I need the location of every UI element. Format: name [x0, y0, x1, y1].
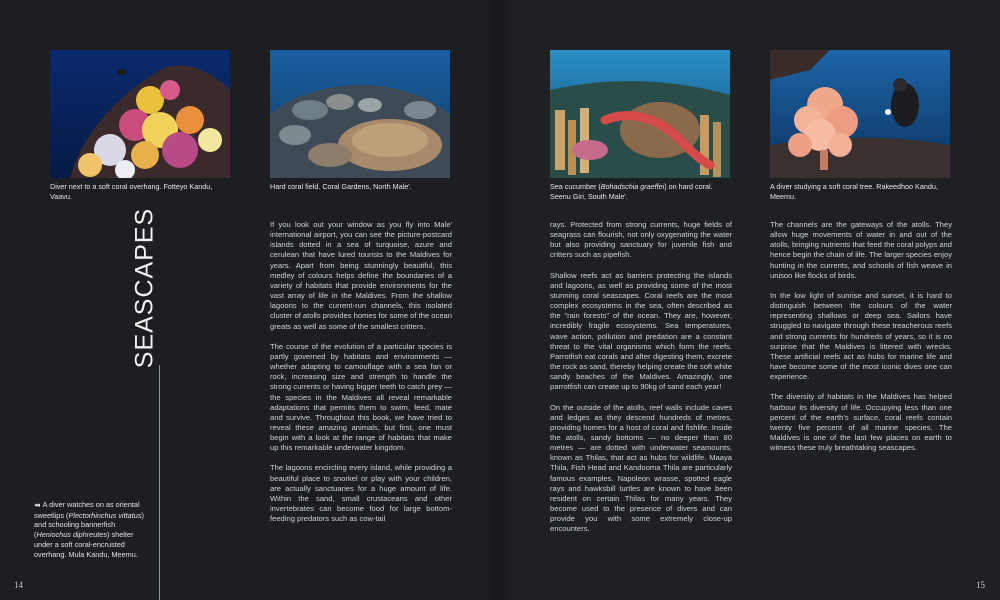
page-number-left: 14 — [14, 580, 23, 590]
hard-coral-field-image — [270, 50, 450, 178]
caption-3-post: ) on hard coral. — [664, 182, 713, 191]
text-column-3 — [770, 220, 952, 463]
caption-3-location: Seenu Giri, South Male'. — [550, 191, 628, 201]
text-column-1 — [270, 220, 452, 534]
photo-caption-2: Hard coral field. Coral Gardens, North Male'. — [270, 182, 412, 191]
paragraph: The course of the evolution of a particular species is partly governed by habitats and environments — whether adapting to camouflage with a sea fan or rock, increasing size and strength to handle the strong currents or having bigger teeth to catch prey — the species in the Maldives all reveal remarkable adaptations that permits them to swim, feed, mate and survive. Throughout this book, we have tried to reveal these amazing animals, but first, one must begin with a look at the range of habitats that make up this remarkable underwater kingdom. — [270, 341, 452, 453]
caption-3-species: Bohadschia graeffei — [600, 182, 665, 191]
side-caption-species-2: Heniochus diphreutes — [36, 530, 108, 540]
diver-soft-coral-tree-image — [770, 50, 950, 178]
paragraph: In the low light of sunrise and sunset, it is hard to distinguish between the colours of the water representing shallows or deep sea. Sailors have struggled to navigate through these treacherous reefs and strong currents for hundreds of years, so it is no surprise that the Maldives is littered with wrecks. These artificial reefs act as hubs for marine life and have become some of the most iconic dives one can experience. — [770, 290, 952, 382]
paragraph: If you look out your window as you fly into Male' international airport, you can see the picture-postcard islands dotted in a sea of turquoise, azure and cerulean that have lured tourists to the Maldives for years. Apart from being stunningly beautiful, this medley of colours helps define the boundaries of a variety of habitats that provide environments for the vast array of life in the Maldives. From the shallow lagoons to the current-run channels, this isolated cluster of atolls provides homes for some of the ocean greats as well as some of the smallest critters. — [270, 220, 452, 331]
paragraph: The lagoons encircling every island, while providing a beautiful place to snorkel or play with your children, are actually sanctuaries for a huge amount of life. Within the sand, small crustaceans and other invertebrates can become food for large bottom-feeding predators such as cow-tail — [270, 463, 452, 524]
paragraph: The channels are the gateways of the atolls. They allow huge movements of water in and out of the atolls, bringing nutrients that feed the coral polyps and hence begin the chain of life. The larger species enjoy hunting in the currents, and schools of fish weave in unison like flocks of birds. — [770, 220, 952, 280]
paragraph: Shallow reefs act as barriers protecting the islands and lagoons, as well as providing some of the most stunning coral seascapes. Coral reefs are the most complex ecosystems in the sea, often described as the "rain forests" of the ocean. They are, however, incredibly fragile ecosystems. Sea temperatures, wave action, pollution and predation are a constant threat to the vital organisms which form the reefs. Parrotfish eat corals and after digesting them, excrete the rock as sand, thereby helping create the soft white sandy beaches of the Maldives. Amazingly, one parrotfish can create up to 90kg of sand each year! — [550, 270, 732, 392]
paragraph: rays. Protected from strong currents, huge fields of seagrass can flourish, not only oxygenating the water but also providing sanctuary for juvenile fish and critters such as pipefish. — [550, 220, 732, 260]
page-number-right: 15 — [976, 580, 985, 590]
text-column-2 — [550, 220, 732, 545]
soft-coral-overhang-image — [50, 50, 230, 178]
section-title: SEASCAPES — [130, 207, 159, 369]
section-title-wrap — [130, 207, 160, 369]
side-caption — [34, 500, 154, 559]
paragraph: On the outside of the atolls, reef walls include caves and ledges as they descend hundreds of metres, providing homes for a host of coral and fishlife. Inside the atolls, sandy bottoms — no deeper than 80 metres — are dotted with underwater seamounts, known as Thilas, that act as hubs for wildlife. Maaya Thila, Fish Head and Kandooma Thila are particularly famous examples. Napoleon wrasse, spotted eagle rays and hawksbill turtles are known to have been resident on certain Thilas for many years. They become used to the presence of divers and can provide you with some extremely close-up encounters. — [550, 402, 732, 534]
side-caption-species-1: Plectorhinchus vittatus — [68, 510, 142, 520]
photo-caption-3 — [550, 182, 730, 201]
photo-soft-coral-overhang — [50, 50, 230, 178]
photo-caption-4: A diver studying a soft coral tree. Rakeedhoo Kandu, Meemu. — [770, 182, 938, 201]
caption-3-pre: Sea cucumber ( — [550, 182, 601, 191]
paragraph: The diversity of habitats in the Maldives has helped harbour its diversity of life. Occupying less than one percent of the earth's surface, coral reefs contain twenty five percent of all marine species. The Maldives is one of the last few places on earth to witness these truly breathtaking seascapes. — [770, 392, 952, 453]
side-caption-text-2: ) and schooling bannerfish ( — [34, 510, 144, 540]
double-arrow-left-icon: ◂◂ — [34, 502, 40, 509]
vertical-rule — [159, 365, 160, 600]
photo-caption-1: Diver next to a soft coral overhang. Fotteyo Kandu, Vaavu. — [50, 182, 213, 201]
photo-hard-coral-field — [270, 50, 450, 178]
side-caption-text-1: A diver watches on as oriental sweetlips ( — [34, 500, 140, 520]
photo-diver-soft-coral-tree — [770, 50, 950, 178]
sea-cucumber-image — [550, 50, 730, 178]
book-gutter — [486, 0, 514, 600]
side-caption-text-3: ) shelter under a soft coral-encrusted overhang. Mula Kandu, Meemu. — [34, 530, 138, 559]
photo-sea-cucumber — [550, 50, 730, 178]
